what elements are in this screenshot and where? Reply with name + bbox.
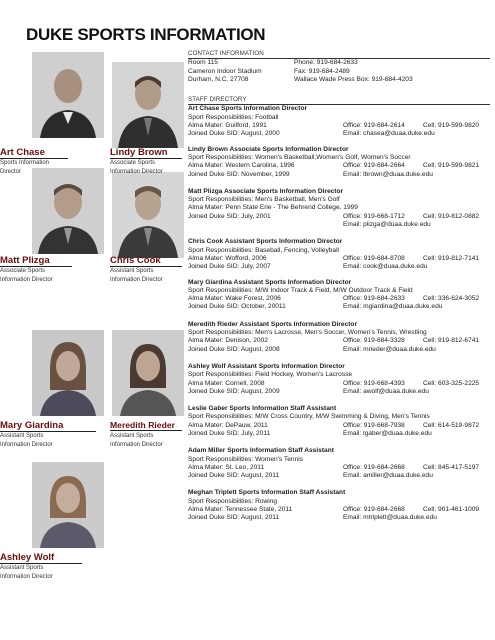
staff-entry: Matt Plizga Associate Sports Information Director Sport Responsibilities: Men's Basketball, Men's Golf Alma Mater: Penn State Erie - The Behrend College, 1999 Joined Duke SID: July, 2001 Office: 919-668-1712 Cell: 919-812-0882 Email: plizga@duaa.duke.edu [188, 187, 480, 229]
staff-directory-heading: STAFF DIRECTORY [188, 96, 490, 105]
staff-entry: Lindy Brown Associate Sports Information Director Sport Responsibilities: Women's Basketball,Women's Golf, Women's Soccer Alma Mater: Western Carolina, 1996 Office: 919-684-2664 Cell: 919-599-9821 Joined Duke SID: November, 1999 Email: lbrown@duaa.duke.edu [188, 145, 480, 178]
title-art-chase: Sports Information Director [0, 160, 50, 175]
name-meredith-rieder: Meredith Rieder [110, 420, 182, 431]
contact-row: Cameron Indoor Stadium Fax: 919-684-2489 [188, 67, 350, 75]
contact-info [188, 59, 490, 84]
email-link[interactable]: Email: mgiardina@duaa.duke.edu [343, 303, 443, 311]
staff-entry: Leslie Gaber Sports Information Staff Assistant Sport Responsibilities: M/W Cross Country, M/W Swimming & Diving, Men's Tennis Alma Mater: DePauw, 2011 Office: 919-668-7938 Cell: 614-519-9872 Joined Duke SID: July, 2011 Email: lgaber@duaa.duke.edu [188, 405, 480, 437]
photo-chris-cook [112, 172, 184, 258]
title-ashley-wolf: Assistant Sports Information Director [0, 565, 53, 580]
photo-art-chase [32, 52, 104, 138]
name-lindy-brown: Lindy Brown [110, 147, 182, 159]
staff-entry: Adam Miller Sports Information Staff Assistant Sport Responsibilities: Women's Tennis Alma Mater: St. Leo, 2011 Office: 919-684-2668 Cell: 845-417-5197 Joined Duke SID: August, 2011 Email: amiller@duaa.duke.edu [188, 447, 480, 480]
photo-ashley-wolf [32, 462, 104, 548]
contact-row: Room 115 Phone: 919-684-2633 [188, 59, 358, 67]
email-link[interactable]: Email: chasea@duaa.duke.edu [343, 130, 435, 138]
photo-mary-giardina [32, 330, 104, 416]
staff-entry: Ashley Wolf Assistant Sports Information Director Sport Responsibilities: Field Hockey, Women's Lacrosse Alma Mater: Cornell, 2008 Office: 919-668-4393 Cell: 603-325-2225 Joined Duke SID: August, 2009 Email: awolf@duaa.duke.edu [188, 362, 480, 395]
name-mary-giardina: Mary Giardina [0, 420, 96, 432]
email-link[interactable]: Email: awolf@duaa.duke.edu [343, 387, 429, 395]
email-link[interactable]: Email: mrieder@duaa.duke.edu [343, 345, 436, 353]
name-art-chase: Art Chase [0, 147, 68, 159]
contact-row: Durham, N.C. 27708 Wallace Wade Press Box: 919-684-4203 [188, 75, 413, 83]
info-column [188, 50, 490, 523]
title-meredith-rieder: Assistant Sports Information Director [110, 433, 163, 448]
title-chris-cook: Assistant Sports Information Director [110, 268, 163, 283]
name-chris-cook: Chris Cook [110, 255, 182, 267]
email-link[interactable]: Email: plizga@duaa.duke.edu [343, 221, 431, 229]
photo-matt-plizga [32, 168, 104, 254]
staff-entry: Meredith Rieder Assistant Sports Information Director Sport Responsibilities: Men's Lacrosse, Men's Soccer, Women's Tennis, Wrestling Alma Mater: Denison, 2002 Office: 919-684-3328 Cell: 919-812-6741 Joined Duke SID: August, 2008 Email: mrieder@duaa.duke.edu [188, 320, 480, 353]
page-title: DUKE SPORTS INFORMATION [26, 25, 266, 44]
staff-entry: Mary Giardina Assistant Sports Information Director Sport Responsibilities: M/W Indoor Track & Field, M/W Outdoor Track & Field Alma Mater: Wake Forest, 2006 Office: 919-684-2633 Cell: 336-624-3052 Joined Duke SID: October, 20011 Email: mgiardina@duaa.duke.edu [188, 278, 480, 311]
title-lindy-brown: Associate Sports Information Director [110, 160, 163, 175]
email-link[interactable]: Email: lbrown@duaa.duke.edu [343, 170, 433, 178]
staff-entry: Meghan Triplett Sports Information Staff Assistant Sport Responsibilities: Rowing Alma Mater: Tennessee State, 2011 Office: 919-684-2668 Cell: 901-461-1009 Joined Duke SID: August, 2011 Email: mtriplett@duaa.duke.edu [188, 489, 480, 522]
name-ashley-wolf: Ashley Wolf [0, 552, 82, 564]
title-matt-plizga: Associate Sports Information Director [0, 268, 53, 283]
title-mary-giardina: Assistant Sports Information Director [0, 433, 53, 448]
email-link[interactable]: Email: cook@duaa.duke.edu [343, 263, 428, 271]
name-matt-plizga: Matt Plizga [0, 255, 72, 267]
contact-heading: CONTACT INFORMATION [188, 50, 490, 59]
staff-entry: Art Chase Sports Information Director Sport Responsibilities: Football Alma Mater: Guilford, 1991 Office: 919-684-2614 Cell: 919-599-9820 Joined Duke SID: August, 2000 Email: chasea@duaa.duke.edu [188, 105, 480, 138]
email-link[interactable]: Email: mtriplett@duaa.duke.edu [343, 514, 437, 522]
staff-entry: Chris Cook Assistant Sports Information Director Sport Responsibilities: Baseball, Fencing, Volleyball Alma Mater: Wofford, 2006 Office: 919-684-8708 Cell: 919-812-7141 Joined Duke SID: July, 2007 Email: cook@duaa.duke.edu [188, 238, 480, 271]
photo-meredith-rieder [112, 330, 184, 416]
photo-lindy-brown [112, 62, 184, 148]
email-link[interactable]: Email: lgaber@duaa.duke.edu [343, 429, 432, 437]
email-link[interactable]: Email: amiller@duaa.duke.edu [343, 472, 433, 480]
